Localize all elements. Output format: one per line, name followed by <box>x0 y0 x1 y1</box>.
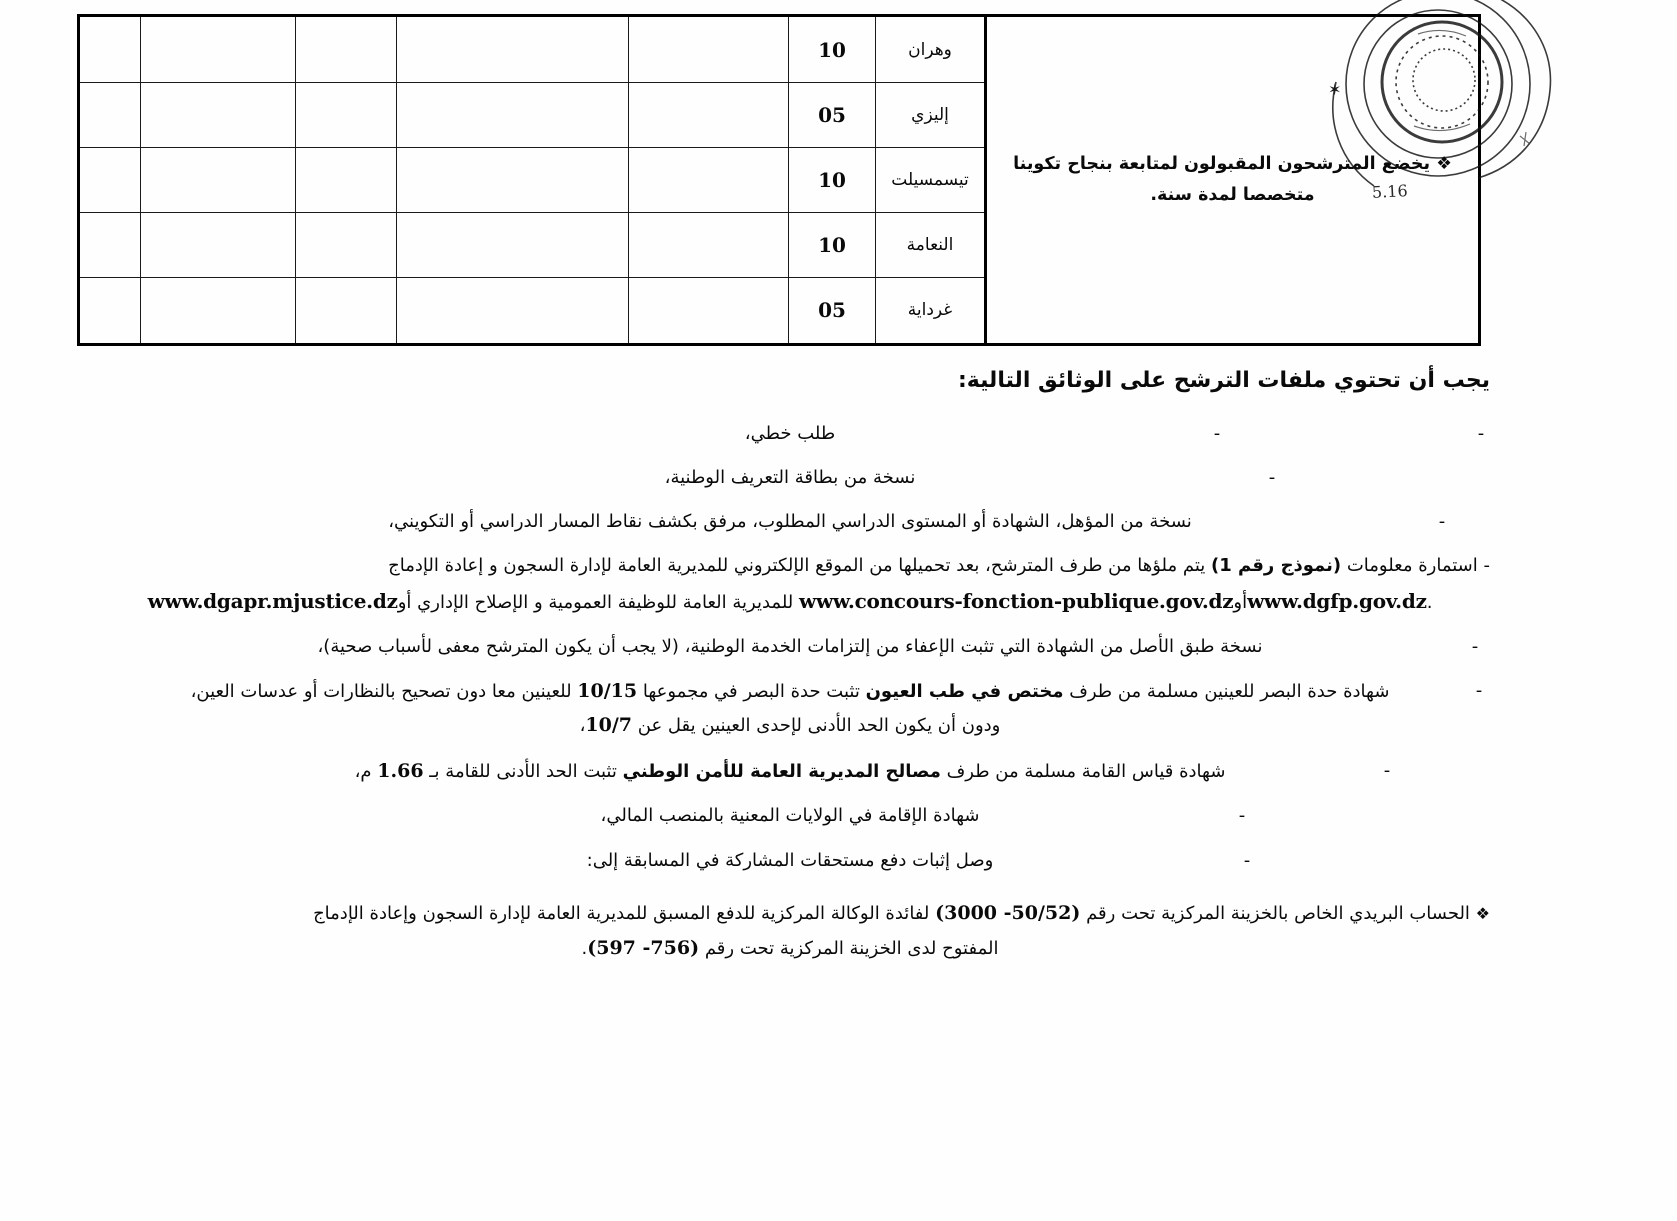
stamp-star-icon: ✶ <box>1328 80 1342 99</box>
vision-pre: شهادة حدة البصر للعينين مسلمة من طرف <box>1063 681 1390 703</box>
list-item-label: نسخة من بطاقة التعريف الوطنية، <box>664 467 916 489</box>
count-cell: 05 <box>789 277 876 344</box>
payment-second-line <box>90 932 1490 965</box>
payment-line2-pre: المفتوح لدى الخزينة المركزية تحت رقم <box>699 938 999 960</box>
list-item <box>90 551 1490 617</box>
empty-cell-d <box>141 277 296 344</box>
vision-min-post: ، <box>579 714 586 736</box>
empty-cell-b <box>397 277 629 344</box>
empty-cell-d <box>141 83 296 148</box>
vision-mid-2: للعينين معا دون تصحيح بالنظارات أو عدسات العين، <box>190 681 578 703</box>
empty-cell-d <box>141 148 296 213</box>
payment-pre: الحساب البريدي الخاص بالخزينة المركزية تحت رقم <box>1080 902 1476 924</box>
empty-cell-a <box>629 277 789 344</box>
empty-cell-a <box>629 212 789 277</box>
empty-cell-b <box>397 212 629 277</box>
conjunction-1: أو <box>1233 591 1248 613</box>
height-authority: مصالح المديرية العامة للأمن الوطني <box>622 760 941 782</box>
dash-marker: - <box>1475 680 1482 702</box>
empty-cell-c <box>296 83 397 148</box>
dash-marker: - <box>1383 759 1390 781</box>
empty-cell-e <box>79 83 141 148</box>
url-dgapr: www.dgapr.mjustice.dz <box>147 588 398 613</box>
list-item <box>90 419 1490 448</box>
payment-details <box>90 897 1490 966</box>
empty-cell-d <box>141 212 296 277</box>
empty-cell-a <box>629 83 789 148</box>
empty-cell-e <box>79 16 141 83</box>
wilaya-cell: تيسمسيلت <box>876 148 986 213</box>
empty-cell-c <box>296 277 397 344</box>
height-pre: شهادة قياس القامة مسلمة من طرف <box>940 760 1226 782</box>
wilaya-cell: غرداية <box>876 277 986 344</box>
conjunction-2: أو <box>397 591 412 613</box>
form-model-number: (نموذج رقم 1) <box>1211 555 1342 577</box>
height-post: م، <box>354 760 378 782</box>
vision-specialist: مختص في طب العيون <box>865 681 1064 703</box>
dash-marker: - <box>1238 805 1245 827</box>
table-row <box>79 16 1480 83</box>
list-item-label: شهادة الإقامة في الولايات المعنية بالمنصب المالي، <box>600 805 980 827</box>
list-item <box>90 846 1490 875</box>
page-title: يجب أن تحتوي ملفات الترشح على الوثائق التالية: <box>957 368 1490 393</box>
list-item <box>90 632 1490 661</box>
dash-marker: - <box>1438 511 1445 533</box>
vision-second-line <box>90 710 1490 741</box>
positions-table-container <box>80 14 1481 346</box>
vision-score-total: 10/15 <box>577 680 638 703</box>
list-item-label: طلب خطي، <box>744 423 836 444</box>
count-cell: 10 <box>789 212 876 277</box>
dash-marker: - <box>1471 636 1478 658</box>
list-item <box>90 463 1490 492</box>
vision-mid-1: تثبت حدة البصر في مجموعها <box>637 681 866 703</box>
url-dgfp: www.dgfp.gov.dz <box>1247 588 1427 613</box>
form-item-middle: يتم ملؤها من طرف المترشح، بعد تحميلها من الموقع الإلكتروني للمديرية العامة لإدارة السجون و إعادة الإدماج <box>388 555 1211 577</box>
payment-line2-post: . <box>581 938 588 960</box>
urls-middle-text: للمديرية العامة للوظيفة العمومية و الإصلاح الإداري <box>411 591 799 613</box>
empty-cell-a <box>629 148 789 213</box>
count-cell: 10 <box>789 148 876 213</box>
dash-marker: - <box>1268 467 1275 489</box>
empty-cell-b <box>397 16 629 83</box>
wilaya-cell: وهران <box>876 16 986 83</box>
diamond-bullet-icon: ❖ <box>1475 903 1490 923</box>
height-mid: تثبت الحد الأدنى للقامة بـ <box>423 760 623 782</box>
empty-cell-c <box>296 16 397 83</box>
empty-cell-c <box>296 148 397 213</box>
list-item-label: نسخة من المؤهل، الشهادة أو المستوى الدراسي المطلوب، مرفق بكشف نقاط المسار الدراسي أو التكويني، <box>388 511 1192 533</box>
empty-cell-a <box>629 16 789 83</box>
list-item <box>90 801 1490 830</box>
documents-list <box>90 419 1490 875</box>
empty-cell-b <box>397 148 629 213</box>
list-item-label: وصل إثبات دفع مستحقات المشاركة في المسابقة إلى: <box>586 849 994 871</box>
wilaya-cell: إليزي <box>876 83 986 148</box>
line-period: . <box>1426 591 1433 613</box>
vision-score-min: 10/7 <box>585 713 633 736</box>
stamp-number: 5.16 <box>1371 181 1409 202</box>
training-note-cell: ❖ يخضع المترشحون المقبولون لمتابعة بنجاح تكوينا متخصصا لمدة سنة. <box>986 16 1480 345</box>
url-concours-fonction-publique: www.concours-fonction-publique.gov.dz <box>798 588 1234 613</box>
empty-cell-e <box>79 212 141 277</box>
list-item-label: نسخة طبق الأصل من الشهادة التي تثبت الإعفاء من إلتزامات الخدمة الوطنية، (لا يجب أن يكون المترشح معفى لأسباب صحية)، <box>317 636 1263 658</box>
form-item-prefix: استمارة معلومات <box>1341 555 1478 577</box>
wilaya-cell: النعامة <box>876 212 986 277</box>
dash-marker: - <box>1213 423 1220 444</box>
positions-table <box>77 14 1481 346</box>
list-item <box>90 676 1490 741</box>
empty-cell-c <box>296 212 397 277</box>
empty-cell-d <box>141 16 296 83</box>
empty-cell-e <box>79 148 141 213</box>
count-cell: 10 <box>789 16 876 83</box>
payment-account-number-2: (756- 597) <box>587 937 700 960</box>
list-item <box>90 756 1490 787</box>
list-item <box>90 507 1490 536</box>
dash-marker: - <box>1243 849 1250 871</box>
empty-cell-e <box>79 277 141 344</box>
payment-mid: لفائدة الوكالة المركزية للدفع المسبق للمديرية العامة لإدارة السجون وإعادة الإدماج <box>313 902 936 924</box>
height-minimum-value: 1.66 <box>377 759 424 782</box>
payment-account-number-1: (50/52- 3000) <box>935 901 1081 924</box>
required-documents-section <box>90 368 1490 965</box>
vision-min-pre: ودون أن يكون الحد الأدنى لإحدى العينين يقل عن <box>632 714 1001 736</box>
count-cell: 05 <box>789 83 876 148</box>
urls-line <box>90 585 1490 617</box>
empty-cell-b <box>397 83 629 148</box>
dash-marker: - <box>1483 555 1490 577</box>
